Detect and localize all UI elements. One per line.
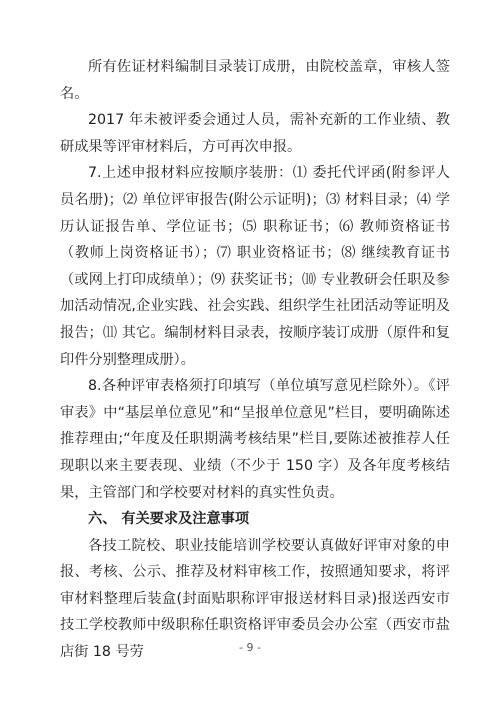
paragraph-binding-order: 7.上述申报材料应按顺序装册：⑴ 委托代评函(附参评人员名册)；⑵ 单位评审报告(附公示证明)；⑶ 材料目录；⑷ 学历认证报告单、学位证书；⑸ 职称证书；⑹ 教师资格证书（教师上岗资格证书）；⑺ 职业资格证书；⑻ 继续教育证书（或网上打印成绩单）；⑼ 获奖证书；⑽ 专业教研会任职及参加活动情况,企业实践、社会实践、组织学生社团活动等证明及报告；⑾ 其它。编制材料目录表，按顺序装订成册（原件和复印件分别整理成册）。 [60,165,450,368]
paragraph-2017-resubmission: 2017 年未被评委会通过人员，需补充新的工作业绩、教研成果等评审材料后，方可再次申报。 [60,112,450,155]
paragraph-seal-requirement: 所有佐证材料编制目录装订成册，由院校盖章，审核人签名。 [60,59,450,102]
paragraph-review-forms: 8.各种评审表格须打印填写（单位填写意见栏除外）。《评审表》中“基层单位意见”和“呈报单位意见”栏目，要明确陈述推荐理由;“年度及任职期满考核结果”栏目,要陈述被推荐人任现职以来主要表现、业绩（不少于 150 字）及各年度考核结果，主管部门和学校要对材料的真实性负责。 [60,378,450,501]
section-heading: 六、 有关要求及注意事项 [88,511,250,528]
paragraph-submission-instructions: 各技工院校、职业技能培训学校要认真做好评审对象的申报、考核、公示、推荐及材料审核工作，按照通知要求，将评审材料整理后装盒(封面贴职称评审报送材料目录)报送西安市技工学校教师中级职称任职资格评审委员会办公室（西安市盐店街 18 号劳 [60,537,450,661]
page-number: - 9 - [239,641,261,654]
document-body [60,54,450,666]
